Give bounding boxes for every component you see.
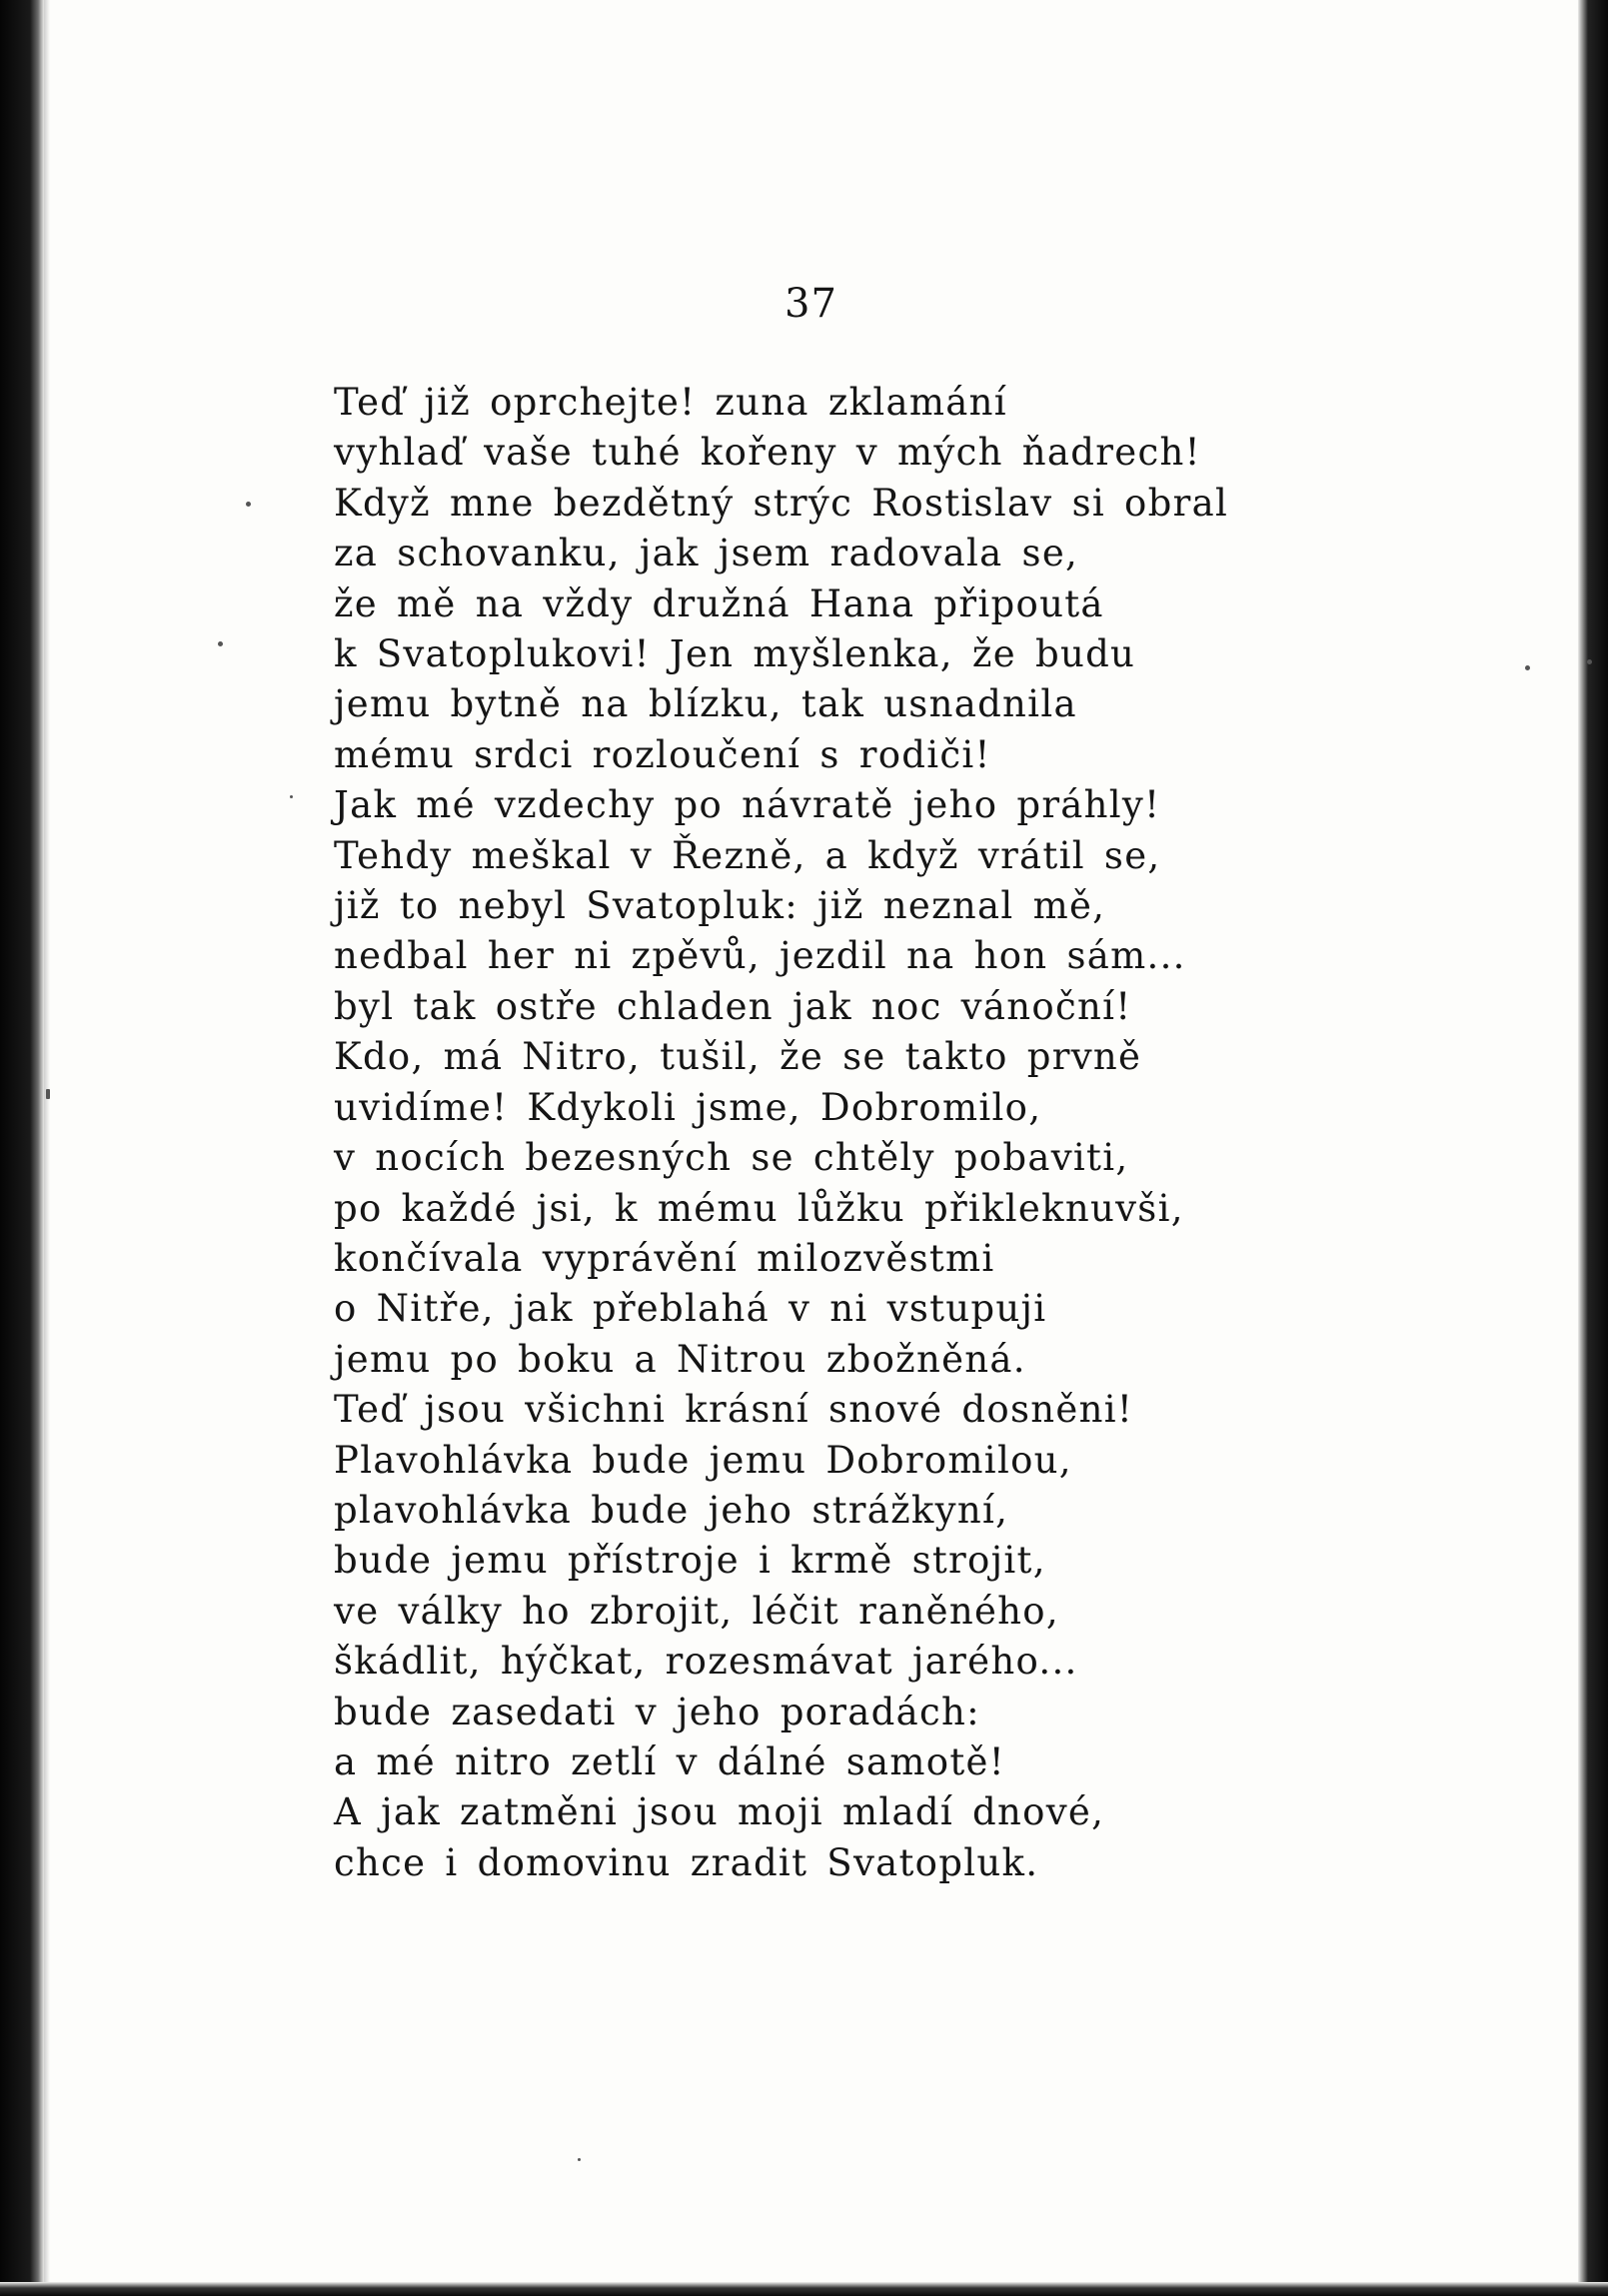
scan-speck bbox=[218, 641, 223, 646]
scan-speck bbox=[1525, 665, 1530, 670]
scan-speck bbox=[1587, 659, 1592, 664]
poem-line: nedbal her ni zpěvů, jezdil na hon sám... bbox=[334, 934, 1186, 978]
poem-line: po každé jsi, k mému lůžku přikleknuvši, bbox=[334, 1186, 1184, 1230]
right-page-edge bbox=[1578, 0, 1608, 2296]
poem-line: Když mne bezdětný strýc Rostislav si obral bbox=[334, 481, 1229, 525]
scan-speck bbox=[290, 795, 293, 798]
poem-line: ve války ho zbrojit, léčit raněného, bbox=[334, 1589, 1059, 1633]
poem-line: byl tak ostře chladen jak noc vánoční! bbox=[334, 984, 1132, 1028]
scan-speck bbox=[46, 1089, 50, 1099]
poem-line: plavohlávka bude jeho strážkyní, bbox=[334, 1488, 1009, 1532]
poem-line: vyhlaď vaše tuhé kořeny v mých ňadrech! bbox=[334, 431, 1201, 475]
page-number: 37 bbox=[785, 281, 837, 327]
poem-line: Plavohlávka bude jemu Dobromilou, bbox=[334, 1438, 1072, 1482]
poem-line: a mé nitro zetlí v dálné samotě! bbox=[334, 1739, 1005, 1783]
poem-line: mému srdci rozloučení s rodiči! bbox=[334, 732, 991, 776]
poem-line: jemu po boku a Nitrou zbožněná. bbox=[334, 1337, 1026, 1381]
poem-line: že mě na vždy družná Hana připoutá bbox=[334, 581, 1104, 625]
poem-line: končívala vyprávění milozvěstmi bbox=[334, 1236, 995, 1280]
poem-line: o Nitře, jak přeblahá v ni vstupuji bbox=[334, 1287, 1047, 1331]
poem-line: Jak mé vzdechy po návratě jeho práhly! bbox=[334, 783, 1161, 827]
poem-line: chce i domovinu zradit Svatopluk. bbox=[334, 1840, 1039, 1884]
poem-line: uvidíme! Kdykoli jsme, Dobromilo, bbox=[334, 1085, 1042, 1129]
bottom-page-edge bbox=[0, 2282, 1608, 2296]
poem-line: bude zasedati v jeho poradách: bbox=[334, 1690, 980, 1733]
poem-line: Teď již oprchejte! zuna zklamání bbox=[334, 381, 1007, 424]
poem-line: jemu bytně na blízku, tak usnadnila bbox=[334, 682, 1077, 726]
left-page-edge-shadow bbox=[44, 0, 50, 2296]
poem-line: již to nebyl Svatopluk: již neznal mě, bbox=[334, 884, 1106, 928]
left-page-edge bbox=[0, 0, 44, 2296]
scan-speck bbox=[246, 502, 251, 507]
scan-speck bbox=[578, 2158, 581, 2161]
poem-line: bude jemu přístroje i krmě strojit, bbox=[334, 1539, 1046, 1583]
poem-text bbox=[334, 378, 1333, 1888]
poem-line: k Svatoplukovi! Jen myšlenka, že budu bbox=[334, 632, 1136, 676]
poem-line: v nocích bezesných se chtěly pobaviti, bbox=[334, 1136, 1129, 1180]
poem-line: Tehdy meškal v Řezně, a když vrátil se, bbox=[334, 833, 1161, 877]
poem-line: A jak zatměni jsou moji mladí dnové, bbox=[334, 1790, 1105, 1834]
poem-line: Kdo, má Nitro, tušil, že se takto prvně bbox=[334, 1035, 1142, 1079]
poem-line: Teď jsou všichni krásní snové dosněni! bbox=[334, 1388, 1134, 1432]
poem-line: za schovanku, jak jsem radovala se, bbox=[334, 532, 1079, 575]
poem-line: škádlit, hýčkat, rozesmávat jarého... bbox=[334, 1640, 1078, 1684]
